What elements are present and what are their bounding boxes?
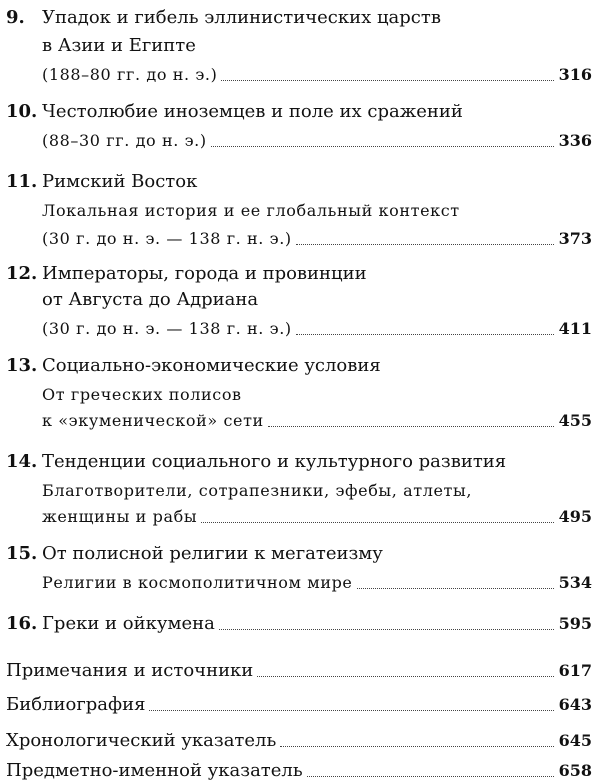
dot-leader [268, 425, 554, 427]
chapter-dates: (188–80 гг. до н. э.) [42, 65, 218, 84]
chapter-title-line: Тенденции социального и культурного развития [42, 451, 507, 472]
leader-line [42, 410, 592, 432]
chapter-title-line: Честолюбие иноземцев и поле их сражений [42, 101, 463, 122]
chapter-dates: (30 г. до н. э. — 138 г. н. э.) [42, 319, 292, 338]
chapter-number: 16. [6, 613, 38, 634]
chapter-title-line: От полисной религии к мегатеизму [42, 543, 383, 564]
chapter-title-line: Социально-экономические условия [42, 355, 381, 376]
back-matter-title: Хронологический указатель [6, 730, 277, 751]
leader-line [6, 694, 592, 716]
page-number: 316 [558, 65, 592, 84]
dot-leader [296, 333, 554, 335]
page-number: 595 [558, 614, 592, 633]
dot-leader [221, 79, 554, 81]
chapter-dates: (30 г. до н. э. — 138 г. н. э.) [42, 229, 292, 248]
leader-line [42, 506, 592, 528]
back-matter-title: Примечания и источники [6, 660, 254, 681]
page-number: 617 [558, 661, 592, 680]
page-number: 373 [558, 229, 592, 248]
chapter-title: Греки и ойкумена [42, 613, 215, 634]
leader-line [42, 64, 592, 86]
page-number: 455 [558, 411, 592, 430]
page-number: 643 [558, 695, 592, 714]
chapter-number: 11. [6, 171, 38, 192]
chapter-title-line: Римский Восток [42, 171, 198, 192]
chapter-number: 10. [6, 101, 38, 122]
chapter-subtitle-line: Локальная история и ее глобальный контекст [42, 201, 460, 220]
dot-leader [296, 243, 554, 245]
leader-line [42, 572, 592, 594]
chapter-subtitle-tail: женщины и рабы [42, 507, 198, 526]
chapter-title-line: Упадок и гибель эллинистических царств [42, 7, 441, 28]
chapter-number: 14. [6, 451, 38, 472]
chapter-number: 13. [6, 355, 38, 376]
page-number: 336 [558, 131, 592, 150]
back-matter-title: Библиография [6, 694, 146, 715]
chapter-number: 9. [6, 7, 25, 28]
leader-line [42, 613, 592, 635]
leader-line [42, 318, 592, 340]
dot-leader [211, 145, 554, 147]
dot-leader [257, 675, 554, 677]
leader-line [42, 228, 592, 250]
chapter-number: 12. [6, 263, 38, 284]
dot-leader [357, 587, 555, 589]
leader-line [6, 760, 592, 782]
chapter-title-line: в Азии и Египте [42, 35, 196, 56]
leader-line [42, 130, 592, 152]
page-number: 658 [558, 761, 592, 780]
dot-leader [307, 775, 554, 777]
chapter-number: 15. [6, 543, 38, 564]
back-matter-title: Предметно-именной указатель [6, 760, 303, 781]
dot-leader [149, 709, 554, 711]
chapter-title-line: от Августа до Адриана [42, 289, 259, 310]
chapter-subtitle-line: Благотворители, сотрапезники, эфебы, атлеты, [42, 481, 473, 500]
page-number: 495 [558, 507, 592, 526]
chapter-subtitle-tail: к «экуменической» сети [42, 411, 264, 430]
dot-leader [201, 521, 554, 523]
chapter-subtitle: Религии в космополитичном мире [42, 573, 353, 592]
page-number: 645 [558, 731, 592, 750]
leader-line [6, 730, 592, 752]
leader-line [6, 660, 592, 682]
chapter-dates: (88–30 гг. до н. э.) [42, 131, 207, 150]
page-number: 411 [558, 319, 592, 338]
dot-leader [219, 628, 554, 630]
chapter-subtitle-line: От греческих полисов [42, 385, 242, 404]
page-number: 534 [558, 573, 592, 592]
chapter-title-line: Императоры, города и провинции [42, 263, 367, 284]
dot-leader [280, 745, 554, 747]
